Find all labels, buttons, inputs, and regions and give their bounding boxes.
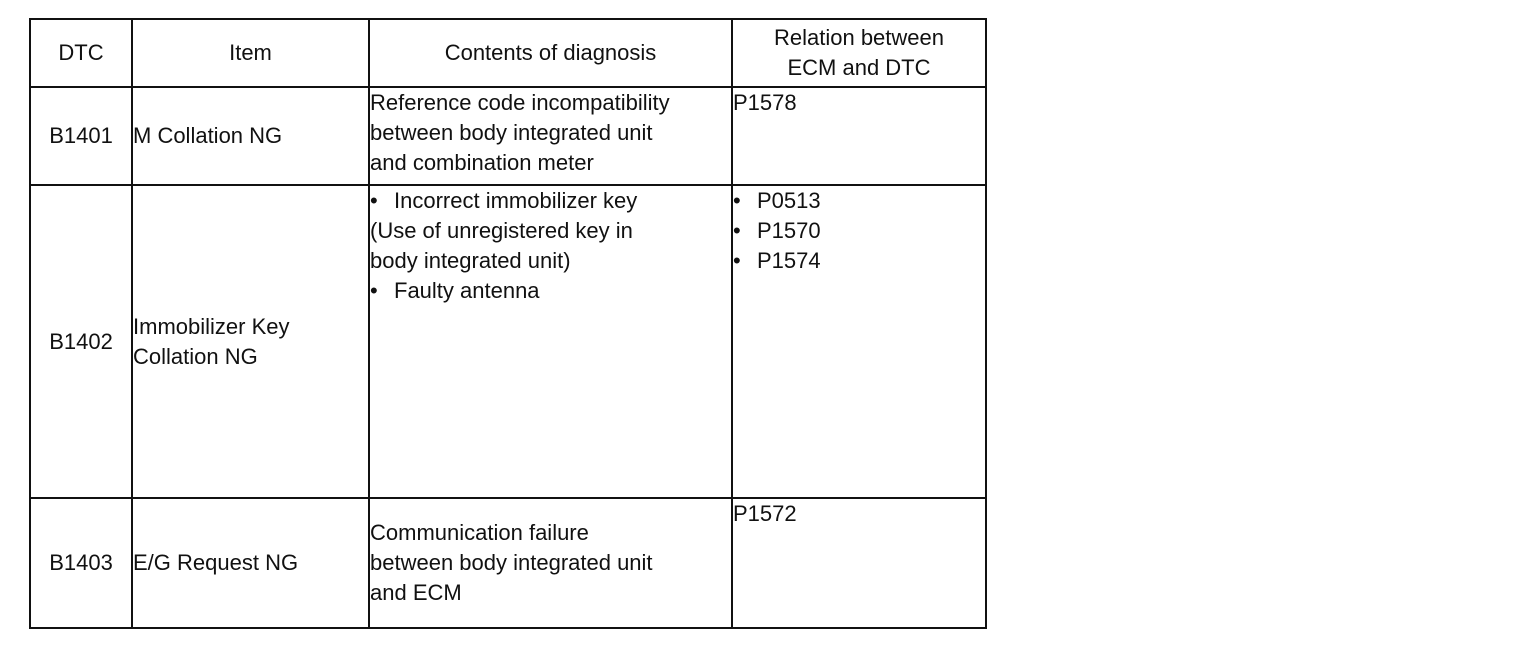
item-line: Collation NG xyxy=(133,343,258,369)
diagnosis-contents xyxy=(369,87,732,185)
diagnosis-line: and ECM xyxy=(370,580,462,605)
ecm-code-list xyxy=(733,186,985,276)
diagnosis-continuation: body integrated unit) xyxy=(370,248,571,273)
item-name xyxy=(132,498,369,628)
diagnosis-continuation: (Use of unregistered key in xyxy=(370,218,633,243)
header-relation xyxy=(732,19,986,87)
item-line: Immobilizer Key xyxy=(133,313,290,339)
bullet-icon: • xyxy=(733,248,741,273)
diagnosis-line: between body integrated unit xyxy=(370,120,653,145)
dtc-code: B1401 xyxy=(30,87,132,185)
item-name xyxy=(132,185,369,498)
item-line: E/G Request NG xyxy=(133,550,299,575)
diagnosis-line: between body integrated unit xyxy=(370,550,653,575)
table-row xyxy=(30,498,986,628)
table-header-row xyxy=(30,19,986,87)
ecm-code: P1578 xyxy=(733,90,797,115)
diagnosis-line: Communication failure xyxy=(370,520,589,545)
diagnosis-contents xyxy=(369,498,732,628)
ecm-code: P1572 xyxy=(733,501,797,526)
diagnosis-bullet xyxy=(370,186,731,276)
bullet-icon: • xyxy=(370,188,378,213)
diagnosis-line: and combination meter xyxy=(370,150,594,175)
diagnosis-contents xyxy=(369,185,732,498)
bullet-icon: • xyxy=(733,218,741,243)
table-row xyxy=(30,185,986,498)
header-contents: Contents of diagnosis xyxy=(369,19,732,87)
header-relation-line1: Relation between xyxy=(773,25,944,50)
table-row xyxy=(30,87,986,185)
diagnosis-bullet-text: Faulty antenna xyxy=(394,278,540,303)
diagnosis-line: Reference code incompatibility xyxy=(370,90,670,115)
header-dtc: DTC xyxy=(30,19,132,87)
bullet-icon: • xyxy=(370,278,378,303)
ecm-code-item xyxy=(733,246,985,276)
diagnosis-bullet xyxy=(370,276,731,306)
ecm-code: P1570 xyxy=(757,218,821,243)
item-name xyxy=(132,87,369,185)
ecm-relation xyxy=(732,185,986,498)
diagnosis-bullet-list xyxy=(370,186,731,306)
diagnosis-bullet-text: Incorrect immobilizer key xyxy=(394,188,638,213)
ecm-code: P0513 xyxy=(757,188,821,213)
ecm-code: P1574 xyxy=(757,248,821,273)
item-line: M Collation NG xyxy=(133,123,283,148)
bullet-icon: • xyxy=(733,188,741,213)
ecm-relation xyxy=(732,87,986,185)
dtc-table xyxy=(29,18,987,629)
ecm-code-item xyxy=(733,216,985,246)
header-item: Item xyxy=(132,19,369,87)
dtc-code: B1403 xyxy=(30,498,132,628)
ecm-relation xyxy=(732,498,986,628)
ecm-code-item xyxy=(733,186,985,216)
header-relation-line2: ECM and DTC xyxy=(787,55,931,80)
dtc-code: B1402 xyxy=(30,185,132,498)
